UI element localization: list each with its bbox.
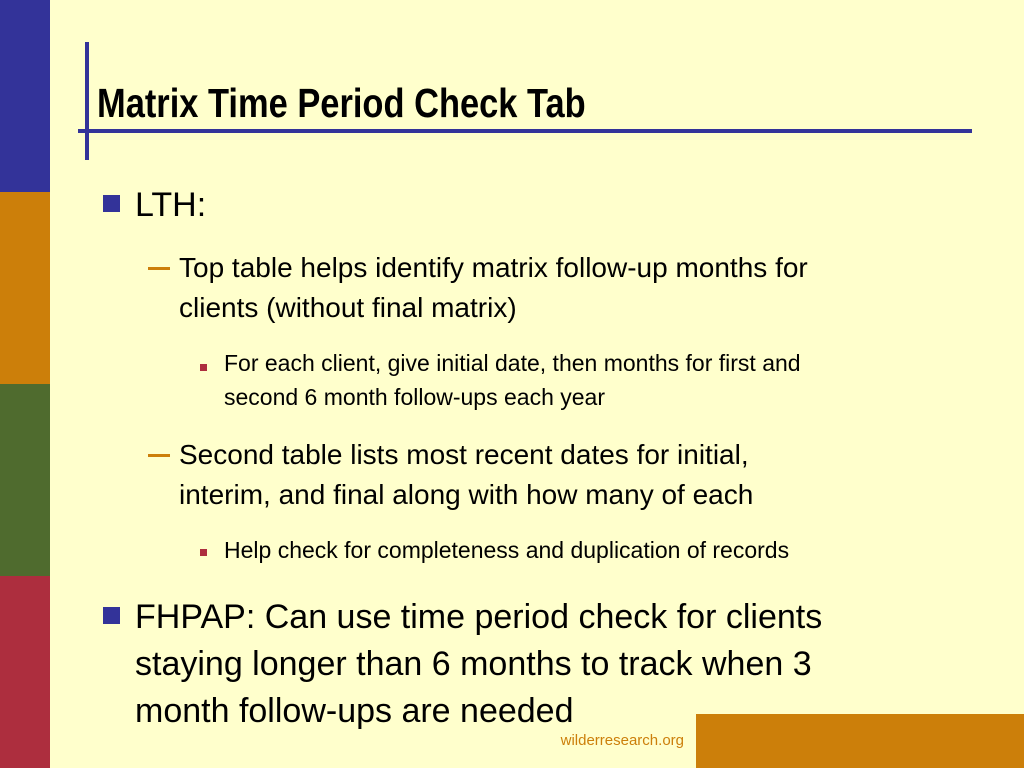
dash-icon xyxy=(148,267,170,270)
bullet-square-icon xyxy=(103,607,120,624)
title-horizontal-rule xyxy=(78,129,972,133)
slide-title: Matrix Time Period Check Tab xyxy=(97,80,586,126)
bullet-lth: LTH: xyxy=(135,186,207,224)
title-vertical-rule xyxy=(85,42,89,160)
small-bullet-icon xyxy=(200,549,207,556)
left-band-blue xyxy=(0,0,50,192)
left-band-green xyxy=(0,384,50,576)
subitem-line: interim, and final along with how many of each xyxy=(179,479,754,510)
footer-accent-box xyxy=(696,714,1024,768)
subsubitem-line: Help check for completeness and duplication of records xyxy=(224,537,790,563)
left-band-red xyxy=(0,576,50,768)
bullet-square-icon xyxy=(103,195,120,212)
bullet-fhpap-line: staying longer than 6 months to track when 3 xyxy=(135,645,812,683)
bullet-fhpap-line: FHPAP: Can use time period check for clients xyxy=(135,598,823,636)
subitem-line: clients (without final matrix) xyxy=(179,292,517,323)
subitem-line: Second table lists most recent dates for initial, xyxy=(179,439,749,470)
left-band-orange xyxy=(0,192,50,384)
footer-website: wilderresearch.org xyxy=(560,732,684,749)
dash-icon xyxy=(148,454,170,457)
subitem-line: Top table helps identify matrix follow-up months for xyxy=(179,252,808,283)
subsubitem-line: second 6 month follow-ups each year xyxy=(224,384,605,410)
small-bullet-icon xyxy=(200,364,207,371)
subsubitem-line: For each client, give initial date, then months for first and xyxy=(224,350,801,376)
bullet-fhpap-line: month follow-ups are needed xyxy=(135,692,574,730)
